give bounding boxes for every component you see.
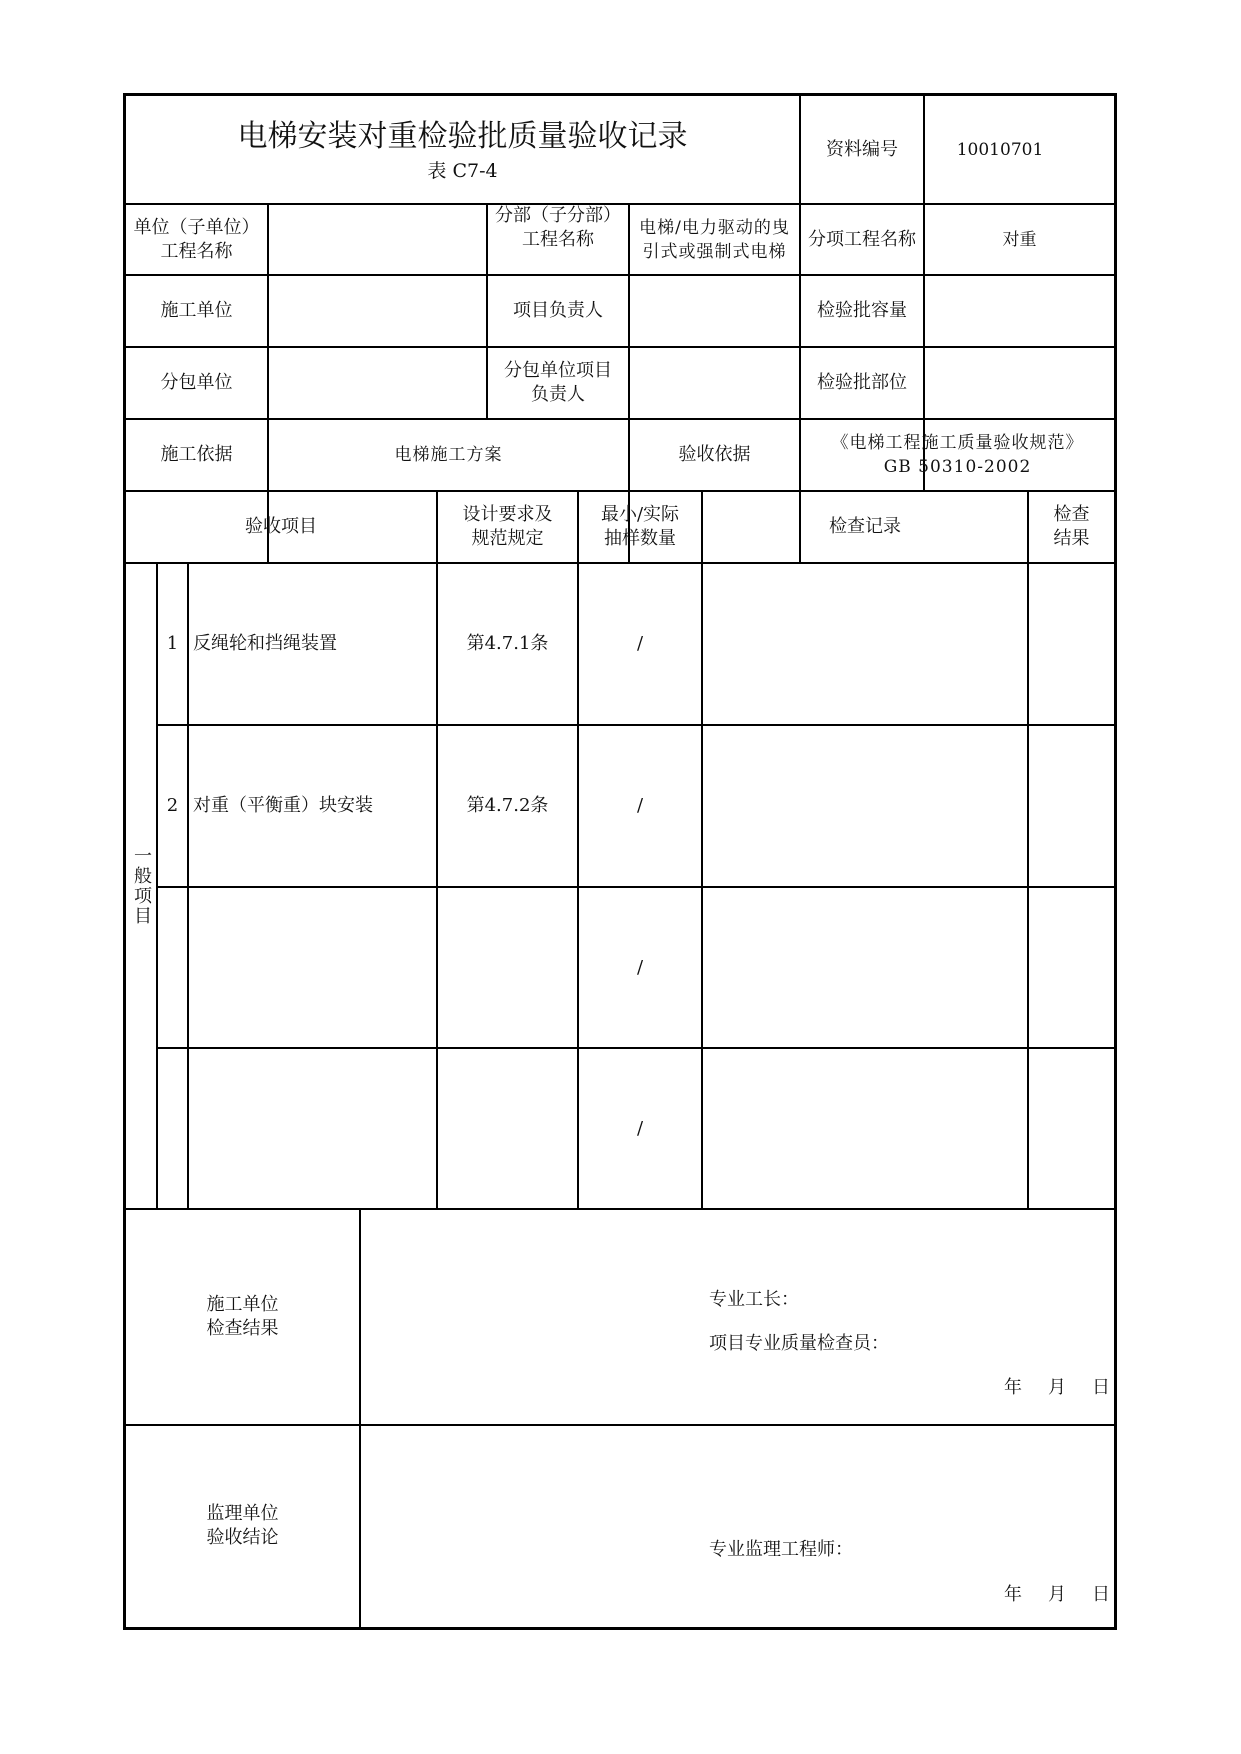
project-manager-label: 项目负责人 (513, 300, 603, 321)
project-manager-value[interactable] (630, 276, 799, 346)
acceptance-basis-value[interactable]: 《电梯工程施工质量验收规范》 GB 50310-2002 (831, 433, 1084, 477)
unit-value[interactable] (269, 205, 486, 274)
row-number (158, 1049, 187, 1208)
subcontractor-value[interactable] (269, 348, 486, 418)
row-record[interactable] (703, 564, 1027, 724)
contractor-label: 施工单位 (160, 300, 233, 321)
acceptance-basis-label: 验收依据 (678, 444, 751, 465)
row-sample[interactable]: / (636, 633, 644, 654)
construction-check-label: 施工单位 检查结果 (206, 1294, 279, 1339)
col-header-result: 检查 结果 (1053, 504, 1090, 549)
subitem-label: 分项工程名称 (808, 228, 916, 250)
foreman-signature-label[interactable]: 专业工长： (709, 1289, 799, 1310)
doc-no-label: 资料编号 (826, 138, 898, 160)
col-header-item: 验收项目 (245, 516, 317, 537)
row-item-name (189, 1049, 436, 1208)
construction-basis-value[interactable]: 电梯施工方案 (394, 445, 503, 465)
row-sample[interactable]: / (636, 1117, 644, 1139)
table-number: 表 C7-4 (427, 160, 498, 182)
group-label-general-items: 一般项目 (131, 846, 152, 926)
division-label: 分部（子分部） 工程名称 (495, 205, 621, 250)
col-header-record: 检查记录 (829, 516, 901, 537)
supervision-date[interactable]: 年 月 日 (1004, 1584, 1114, 1605)
unit-label: 单位（子单位） 工程名称 (133, 216, 260, 262)
col-header-sample: 最小/实际 抽样数量 (600, 504, 680, 549)
row-item-name: 对重（平衡重）块安装 (193, 795, 373, 816)
rule (359, 1208, 361, 1627)
row-result[interactable] (1029, 564, 1114, 724)
subitem-value[interactable]: 对重 (1002, 229, 1037, 250)
supervising-engineer-signature-label[interactable]: 专业监理工程师： (709, 1539, 853, 1560)
batch-location-label: 检验批部位 (817, 372, 907, 393)
row-clause (438, 888, 577, 1047)
row-record[interactable] (703, 888, 1027, 1047)
page-title: 电梯安装对重检验批质量验收记录 (237, 119, 688, 154)
row-number: 2 (166, 795, 179, 816)
division-value[interactable]: 电梯/电力驱动的曳 引式或强制式电梯 (639, 217, 790, 262)
construction-date[interactable]: 年 月 日 (1004, 1377, 1114, 1398)
contractor-value[interactable] (269, 276, 486, 346)
row-sample[interactable]: / (636, 795, 644, 816)
batch-capacity-label: 检验批容量 (817, 300, 907, 321)
row-clause: 第4.7.2条 (466, 795, 549, 816)
row-item-name (189, 888, 436, 1047)
row-number (158, 888, 187, 1047)
subcontractor-manager-value[interactable] (630, 348, 799, 418)
row-clause (438, 1049, 577, 1208)
batch-location-value[interactable] (925, 348, 1114, 418)
row-clause: 第4.7.1条 (466, 633, 549, 654)
row-result[interactable] (1029, 888, 1114, 1047)
inspection-record-form (123, 93, 1117, 1630)
quality-inspector-signature-label[interactable]: 项目专业质量检查员： (709, 1333, 889, 1354)
col-header-design: 设计要求及 规范规定 (462, 504, 553, 549)
batch-capacity-value[interactable] (925, 276, 1114, 346)
row-result[interactable] (1029, 1049, 1114, 1208)
row-sample[interactable]: / (636, 956, 644, 978)
row-item-name: 反绳轮和挡绳装置 (193, 633, 337, 654)
supervision-label: 监理单位 验收结论 (206, 1503, 279, 1548)
subcontractor-label: 分包单位 (160, 372, 233, 393)
doc-no-value: 10010701 (956, 139, 1044, 160)
row-record[interactable] (703, 726, 1027, 886)
row-result[interactable] (1029, 726, 1114, 886)
construction-basis-label: 施工依据 (160, 444, 233, 465)
row-number: 1 (166, 633, 179, 654)
row-record[interactable] (703, 1049, 1027, 1208)
subcontractor-manager-label: 分包单位项目 负责人 (504, 360, 612, 405)
